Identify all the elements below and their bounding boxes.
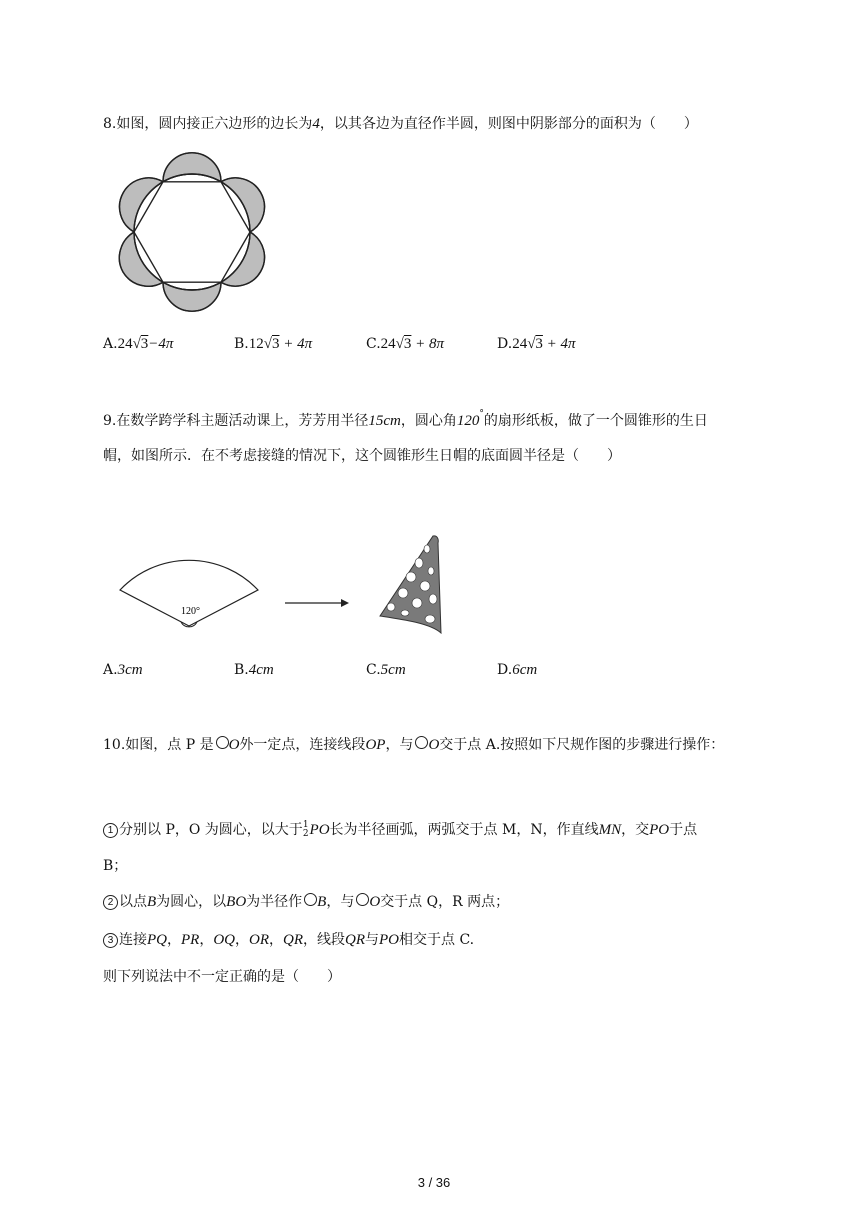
q10-step3: 3 连接PQ，PR，OQ，OR，QR，线段QR与PO相交于点 C.: [103, 930, 474, 950]
q9-sector-figure: [115, 548, 265, 630]
q8-option-b: B.12√3 + 4π: [234, 336, 313, 352]
q8-option-d: D.24√3 + 4π: [497, 336, 576, 352]
step-number-2: 2: [103, 895, 118, 910]
q10-stem: 10.如图，点 P 是 O外一定点，连接线段OP，与 O交于点 A.按照如下尺规作图的步骤进行操作：: [103, 737, 725, 753]
page-number: 3 / 36: [417, 1175, 451, 1190]
circle-symbol-icon: [356, 893, 369, 906]
q8-figure: [115, 148, 270, 316]
cone-hat-figure: [375, 533, 447, 639]
step-number-3: 3: [103, 933, 118, 948]
arrow-figure: [283, 597, 351, 609]
q9-option-d: D.6cm: [497, 662, 538, 678]
circle-symbol-icon: [216, 736, 229, 749]
q8-option-c: C.24√3 + 8π: [366, 336, 445, 352]
q8-stem: 8.如图，圆内接正六边形的边长为4，以其各边为直径作半圆，则图中阴影部分的面积为（ ）: [103, 116, 698, 132]
q9-option-c: C.5cm: [366, 662, 406, 678]
sector-angle-label: 120°: [181, 606, 200, 617]
q9-option-b: B.4cm: [234, 662, 274, 678]
q9-option-a: A.3cm: [103, 662, 143, 678]
step-number-1: 1: [103, 823, 118, 838]
fraction-half: 1 2: [302, 820, 309, 839]
q9-stem-line2: 帽，如图所示．在不考虑接缝的情况下，这个圆锥形生日帽的底面圆半径是（ ）: [103, 448, 621, 464]
q10-step1: 1 分别以 P，O 为圆心，以大于 1 2 PO长为半径画弧，两弧交于点 M，N，作直线MN，交PO于点: [103, 820, 697, 840]
q8-option-a: A.24√3−4π: [103, 336, 174, 352]
circle-symbol-icon: [415, 736, 428, 749]
q10-step1-cont: B；: [103, 858, 128, 874]
q10-step2: 2 以点B为圆心，以BO为半径作 B，与 O交于点 Q，R 两点；: [103, 892, 509, 912]
q9-stem-line1: 9.在数学跨学科主题活动课上，芳芳用半径15cm，圆心角120°的扇形纸板，做了一个圆锥形的生日: [103, 409, 708, 429]
circle-symbol-icon: [304, 893, 317, 906]
q10-question: 则下列说法中不一定正确的是（ ）: [103, 969, 341, 985]
